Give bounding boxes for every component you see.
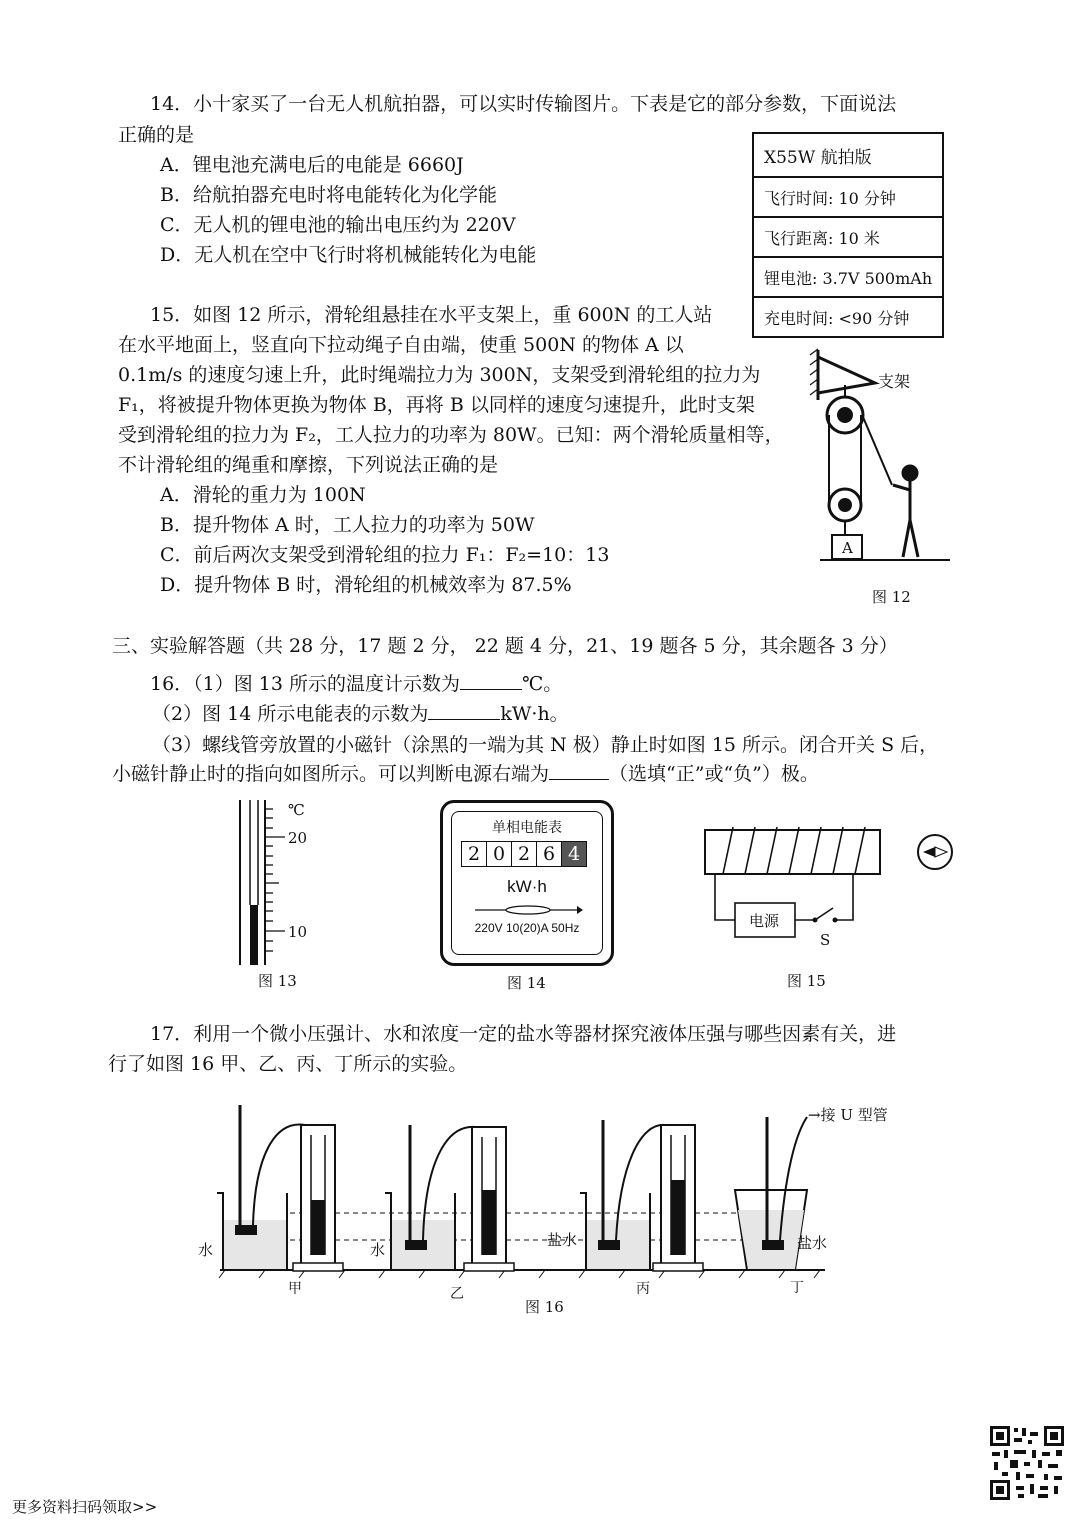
q16-part1-text: 16．（1）图 13 所示的温度计示数为 (150, 673, 461, 695)
params-battery: 锂电池: 3.7V 500mAh (753, 257, 943, 297)
q17-line2: 行了如图 16 甲、乙、丙、丁所示的实验。 (108, 1053, 468, 1075)
power-source-label: 电源 (749, 912, 780, 930)
drone-params-table (752, 132, 944, 338)
thermometer-unit: ℃ (288, 801, 305, 819)
q16-part2-blank[interactable] (428, 701, 500, 720)
q14-option-b: B．给航拍器充电时将电能转化为化学能 (160, 184, 497, 206)
sub-label-jia: 甲 (288, 1281, 302, 1297)
q16-part2-unit: kW·h。 (500, 703, 569, 725)
mercury-column (250, 905, 258, 965)
q14-option-a: A．锂电池充满电后的电能是 6660J (160, 154, 464, 176)
q15-stem-line5: 受到滑轮组的拉力为 F₂，工人拉力的功率为 80W。已知：两个滑轮质量相等， (118, 424, 784, 446)
q15-option-b: B．提升物体 A 时，工人拉力的功率为 50W (160, 514, 535, 536)
meter-digit-decimal: 4 (562, 842, 586, 866)
q16-part3-line2 (112, 760, 819, 788)
q15-stem-line4: F₁，将被提升物体更换为物体 B，再将 B 以同样的速度匀速提升，此时支架 (118, 394, 755, 416)
figure-15-solenoid (695, 815, 965, 955)
switch-s (815, 908, 833, 920)
footer-scan-text: 更多资料扫码领取>> (12, 1498, 158, 1516)
figure-16-pressure-experiments (195, 1095, 930, 1305)
q15-option-a: A．滑轮的重力为 100N (160, 484, 366, 506)
q14-option-d: D．无人机在空中飞行时将机械能转化为电能 (160, 244, 537, 266)
water-label-1: 水 (198, 1241, 214, 1259)
support-label: 支架 (878, 372, 911, 391)
brine-label-1: 盐水 (547, 1231, 578, 1249)
q15-stem-line6: 不计滑轮组的绳重和摩擦，下列说法正确的是 (118, 454, 499, 476)
figure-13-caption: 图 13 (258, 972, 297, 990)
q14-option-c: C．无人机的锂电池的输出电压约为 220V (160, 214, 516, 236)
water-label-2: 水 (370, 1241, 386, 1259)
q16-part1 (150, 670, 562, 698)
meter-title: 单相电能表 (492, 820, 562, 836)
sub-label-yi: 乙 (450, 1286, 464, 1302)
params-title: X55W 航拍版 (753, 133, 943, 177)
setup-jia (217, 1105, 343, 1271)
q15-option-d: D．提升物体 B 时，滑轮组的机械效率为 87.5% (160, 574, 572, 596)
q15-stem-line3: 0.1m/s 的速度匀速上升，此时绳端拉力为 300N，支架受到滑轮组的拉力为 (118, 364, 761, 386)
connect-u-tube-label: →接 U 型管 (808, 1106, 888, 1124)
params-flight-distance: 飞行距离: 10 米 (753, 217, 943, 257)
q16-part2 (152, 700, 569, 728)
figure-14-meter (440, 800, 614, 966)
object-a-label: A (842, 539, 853, 557)
q14-stem-line1: 14．小十家买了一台无人机航拍器，可以实时传输图片。下表是它的部分参数，下面说法 (150, 93, 897, 115)
q16-part3-hint: （选填“正”或“负”）极。 (609, 763, 819, 785)
figure-14-caption: 图 14 (507, 974, 546, 992)
params-charge-time: 充电时间: <90 分钟 (753, 297, 943, 337)
q16-part3-text: 小磁针静止时的指向如图所示。可以判断电源右端为 (112, 763, 550, 785)
q15-option-c: C．前后两次支架受到滑轮组的拉力 F₁：F₂=10：13 (160, 544, 610, 566)
section3-heading: 三、实验解答题（共 28 分，17 题 2 分， 22 题 4 分，21、19 题各 5 分，其余题各 3 分） (112, 635, 898, 657)
q15-stem-line2: 在水平地面上，竖直向下拉动绳子自由端，使重 500N 的物体 A 以 (118, 334, 684, 356)
q16-part3-line1: （3）螺线管旁放置的小磁针（涂黑的一端为其 N 极）静止时如图 15 所示。闭合开关 S 后， (152, 734, 939, 756)
thermometer-tick-20: 20 (288, 829, 308, 847)
worker-figure (893, 466, 918, 557)
figure-12-caption: 图 12 (872, 588, 911, 606)
switch-label: S (820, 931, 831, 949)
meter-digit-3: 2 (512, 842, 537, 866)
sub-label-ding: 丁 (790, 1280, 804, 1296)
meter-disk-indicator (473, 903, 583, 917)
figure-15-caption: 图 15 (787, 972, 826, 990)
meter-digit-4: 6 (537, 842, 562, 866)
qr-code[interactable] (988, 1424, 1066, 1502)
q16-part2-text: （2）图 14 所示电能表的示数为 (152, 703, 429, 725)
brine-label-2: 盐水 (797, 1234, 828, 1252)
meter-digits (461, 841, 587, 867)
q16-part1-blank[interactable] (460, 671, 522, 690)
meter-spec: 220V 10(20)A 50Hz (474, 921, 580, 935)
params-flight-time: 飞行时间: 10 分钟 (753, 177, 943, 217)
setup-yi (385, 1125, 514, 1271)
meter-digit-1: 2 (462, 842, 487, 866)
figure-13-thermometer (210, 795, 325, 975)
q16-part3-blank[interactable] (549, 761, 609, 780)
support-bracket (818, 357, 875, 393)
meter-digit-2: 0 (487, 842, 512, 866)
sub-label-bing: 丙 (636, 1281, 650, 1297)
q17-line1: 17．利用一个微小压强计、水和浓度一定的盐水等器材探究液体压强与哪些因素有关，进 (150, 1023, 897, 1045)
thermometer-tick-10: 10 (288, 923, 308, 941)
thermometer-scale (265, 809, 285, 951)
figure-16-caption: 图 16 (525, 1298, 564, 1316)
meter-unit: kW·h (507, 877, 547, 896)
q14-stem-line2: 正确的是 (118, 124, 195, 146)
figure-12-pulley (800, 345, 980, 580)
q15-stem-line1: 15．如图 12 所示，滑轮组悬挂在水平支架上，重 600N 的工人站 (150, 304, 713, 326)
q16-part1-unit: ℃。 (522, 673, 563, 695)
setup-bing (580, 1120, 703, 1271)
